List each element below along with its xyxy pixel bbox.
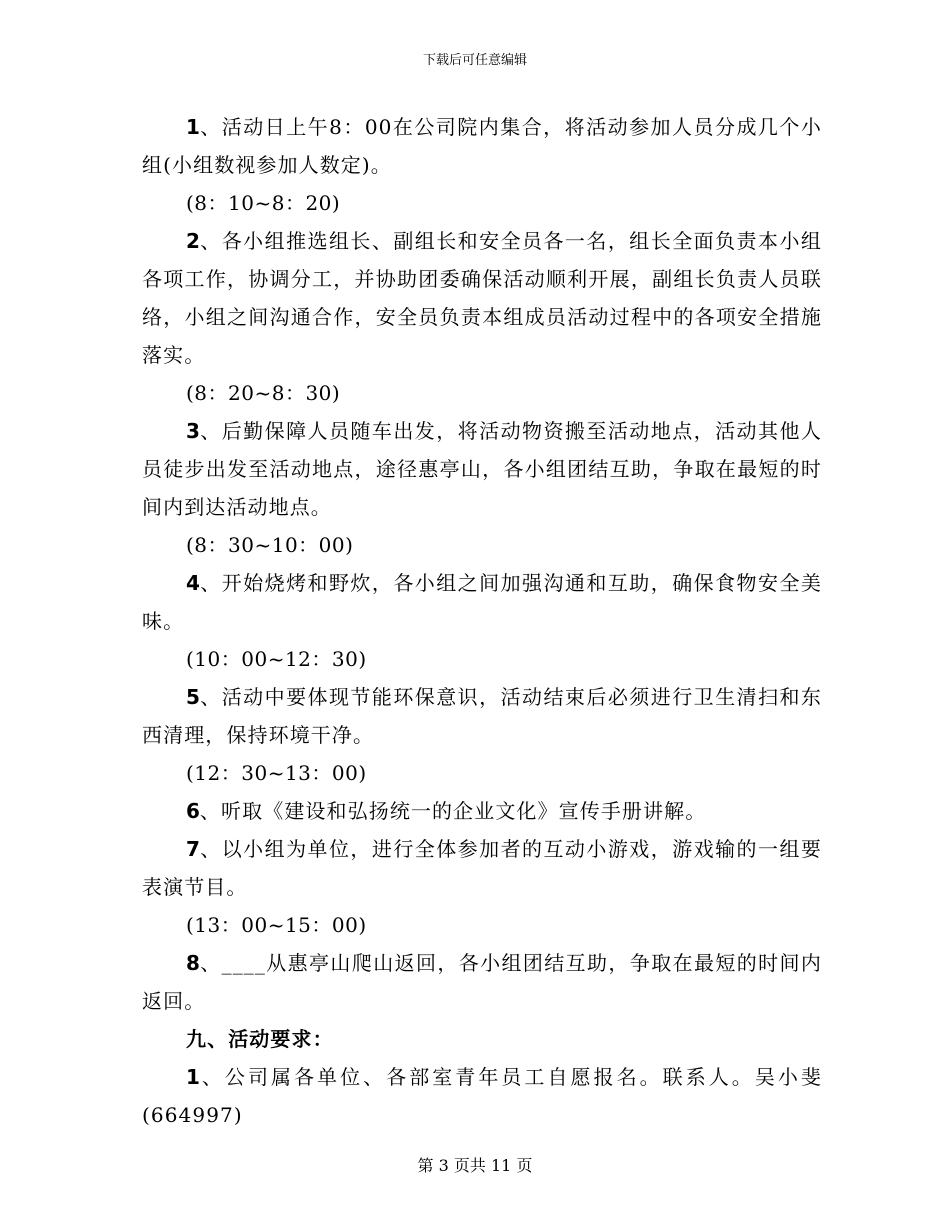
step-text: 、各小组推选组长、副组长和安全员各一名，组长全面负责本小组各项工作，协调分工，并协助团委确保活动顺利开展，副组长负责人员联络，小组之间沟通合作，安全员负责本组成员活动过程中的各项安全措施落实。 (142, 229, 822, 367)
paragraph-step-8 (142, 944, 822, 1020)
paragraph-step-6 (142, 792, 822, 830)
paragraph-step-1 (142, 108, 822, 184)
section-heading: 九、活动要求： (186, 1027, 334, 1051)
page-footer: 第 3 页共 11 页 (417, 1156, 533, 1175)
step-number: 3 (186, 419, 200, 443)
time-range: (10：00~12：30) (186, 647, 367, 671)
paragraph-step-2 (142, 222, 822, 374)
page-header: 下载后可任意编辑 (422, 53, 527, 68)
step-number: 1 (186, 1065, 200, 1089)
step-number: 8 (186, 951, 200, 975)
time-range: (12：30~13：00) (186, 761, 367, 785)
step-text: 、活动中要体现节能环保意识，活动结束后必须进行卫生清扫和东西清理，保持环境干净。 (142, 685, 822, 747)
paragraph-step-3 (142, 412, 822, 526)
time-range: (8：10~8：20) (186, 191, 341, 215)
step-text: 、以小组为单位，进行全体参加者的互动小游戏，游戏输的一组要表演节目。 (142, 837, 822, 899)
step-number: 4 (186, 571, 200, 595)
step-text: 、后勤保障人员随车出发，将活动物资搬至活动地点，活动其他人员徒步出发至活动地点，途径惠亭山，各小组团结互助，争取在最短的时间内到达活动地点。 (142, 419, 822, 519)
paragraph-requirement-1 (142, 1058, 822, 1134)
paragraph-step-5 (142, 678, 822, 754)
paragraph-step-7 (142, 830, 822, 906)
step-number: 1 (186, 115, 200, 139)
step-text: 、开始烧烤和野炊，各小组之间加强沟通和互助，确保食物安全美味。 (142, 571, 822, 633)
step-text: 、听取《建设和弘扬统一的企业文化》宣传手册讲解。 (199, 799, 707, 823)
step-number: 5 (186, 685, 200, 709)
step-number: 2 (186, 229, 200, 253)
step-number: 6 (186, 799, 200, 823)
paragraph-step-4 (142, 564, 822, 640)
step-text: 、公司属各单位、各部室青年员工自愿报名。联系人。吴小斐(664997) (142, 1065, 822, 1127)
time-range: (13：00~15：00) (186, 913, 367, 937)
document-body (142, 108, 822, 1134)
step-number: 7 (186, 837, 200, 861)
time-range: (8：20~8：30) (186, 381, 341, 405)
step-text: 、活动日上午8：00在公司院内集合，将活动参加人员分成几个小组(小组数视参加人数定)。 (142, 115, 822, 177)
time-range: (8：30~10：00) (186, 533, 354, 557)
step-text: 、____从惠亭山爬山返回，各小组团结互助，争取在最短的时间内返回。 (142, 951, 822, 1013)
